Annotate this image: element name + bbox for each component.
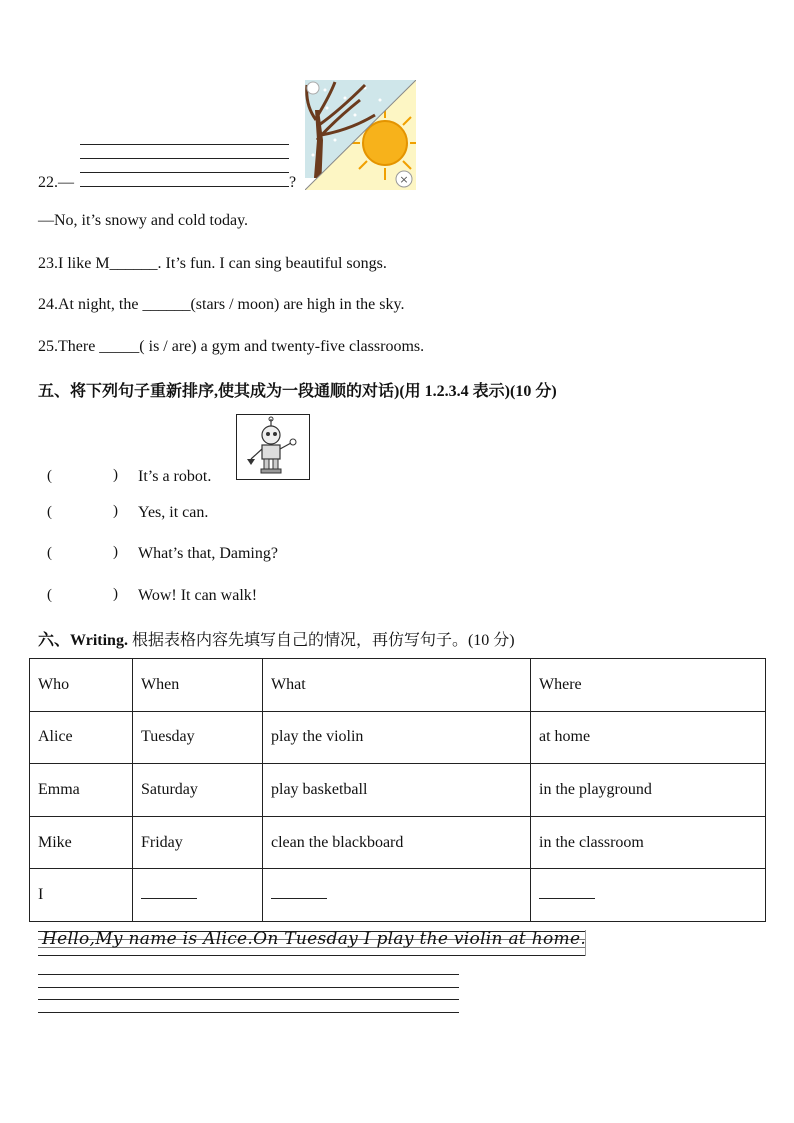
table-cell: clean the blackboard bbox=[263, 816, 531, 869]
answer-bracket-close[interactable]: ) bbox=[113, 503, 118, 519]
question-24: 24.At night, the ______(stars / moon) are high in the sky. bbox=[38, 296, 405, 313]
table-cell: Saturday bbox=[133, 764, 263, 817]
section-6-writing: Writing. bbox=[70, 632, 128, 649]
table-cell: Alice bbox=[30, 711, 133, 764]
question-22-end: ? bbox=[289, 174, 297, 191]
table-cell: play the violin bbox=[263, 711, 531, 764]
reorder-sentence: What’s that, Daming? bbox=[138, 545, 278, 562]
answer-bracket-close[interactable]: ) bbox=[113, 544, 118, 560]
example-sentence: Hello,My name is Alice.On Tuesday I play the violin at home. bbox=[42, 929, 587, 949]
answer-line-22b bbox=[80, 158, 289, 159]
example-writing-box bbox=[38, 928, 586, 956]
table-cell: in the classroom bbox=[531, 816, 766, 869]
header-cell: Who bbox=[30, 659, 133, 712]
fill-cell-when[interactable] bbox=[133, 869, 263, 922]
reorder-item-2 bbox=[47, 503, 209, 521]
question-25: 25.There _____( is / are) a gym and twenty-five classrooms. bbox=[38, 338, 425, 355]
reorder-sentence: Yes, it can. bbox=[138, 504, 209, 521]
table-cell: Friday bbox=[133, 816, 263, 869]
section-5-title: 五、将下列句子重新排序,使其成为一段通顺的对话)(用 1.2.3.4 表示)(10 分) bbox=[38, 383, 557, 400]
answer-line-22c bbox=[80, 172, 289, 173]
section-6-prefix: 六、 bbox=[38, 632, 71, 649]
writing-line-4[interactable] bbox=[38, 1012, 459, 1013]
section-6-instructions: 根据表格内容先填写自己的情况，再仿写句子。(10 分) bbox=[127, 632, 515, 649]
fill-cell-what[interactable] bbox=[263, 869, 531, 922]
answer-bracket-close[interactable]: ) bbox=[113, 586, 118, 602]
answer-bracket-open[interactable]: ( bbox=[47, 504, 52, 520]
table-cell: Mike bbox=[30, 816, 133, 869]
robot-picture bbox=[236, 414, 310, 480]
writing-line-3[interactable] bbox=[38, 999, 459, 1000]
section-6-title bbox=[38, 627, 515, 650]
answer-bracket-open[interactable]: ( bbox=[47, 468, 52, 484]
writing-line-1[interactable] bbox=[38, 974, 459, 975]
info-table bbox=[29, 658, 766, 922]
answer-line-22d[interactable] bbox=[80, 186, 289, 187]
table-cell: at home bbox=[531, 711, 766, 764]
reorder-item-4 bbox=[47, 586, 258, 604]
table-cell: play basketball bbox=[263, 764, 531, 817]
answer-bracket-close[interactable]: ) bbox=[113, 467, 118, 483]
writing-line-2[interactable] bbox=[38, 987, 459, 988]
answer-bracket-open[interactable]: ( bbox=[47, 545, 52, 561]
svg-text:×: × bbox=[399, 173, 409, 186]
header-cell: When bbox=[133, 659, 263, 712]
answer-line-22a bbox=[80, 144, 289, 145]
reorder-item-1 bbox=[47, 467, 212, 485]
table-cell: Tuesday bbox=[133, 711, 263, 764]
fill-cell-where[interactable] bbox=[531, 869, 766, 922]
question-23: 23.I like M______. It’s fun. I can sing beautiful songs. bbox=[38, 255, 387, 272]
weather-picture bbox=[305, 80, 416, 190]
table-cell: in the playground bbox=[531, 764, 766, 817]
blank-line[interactable] bbox=[539, 888, 595, 899]
question-22-answer: —No, it’s snowy and cold today. bbox=[38, 212, 249, 229]
blank-line[interactable] bbox=[271, 888, 327, 899]
reorder-sentence: Wow! It can walk! bbox=[138, 587, 258, 604]
header-cell: What bbox=[263, 659, 531, 712]
blank-line[interactable] bbox=[141, 888, 197, 899]
question-22-number: 22.— bbox=[38, 174, 74, 191]
table-row bbox=[30, 764, 766, 817]
table-cell: I bbox=[30, 869, 133, 922]
table-row bbox=[30, 711, 766, 764]
table-row bbox=[30, 816, 766, 869]
reorder-item-3 bbox=[47, 544, 278, 562]
table-cell: Emma bbox=[30, 764, 133, 817]
answer-bracket-open[interactable]: ( bbox=[47, 587, 52, 603]
table-row-self bbox=[30, 869, 766, 922]
table-header-row bbox=[30, 659, 766, 712]
header-cell: Where bbox=[531, 659, 766, 712]
reorder-sentence: It’s a robot. bbox=[138, 468, 212, 485]
